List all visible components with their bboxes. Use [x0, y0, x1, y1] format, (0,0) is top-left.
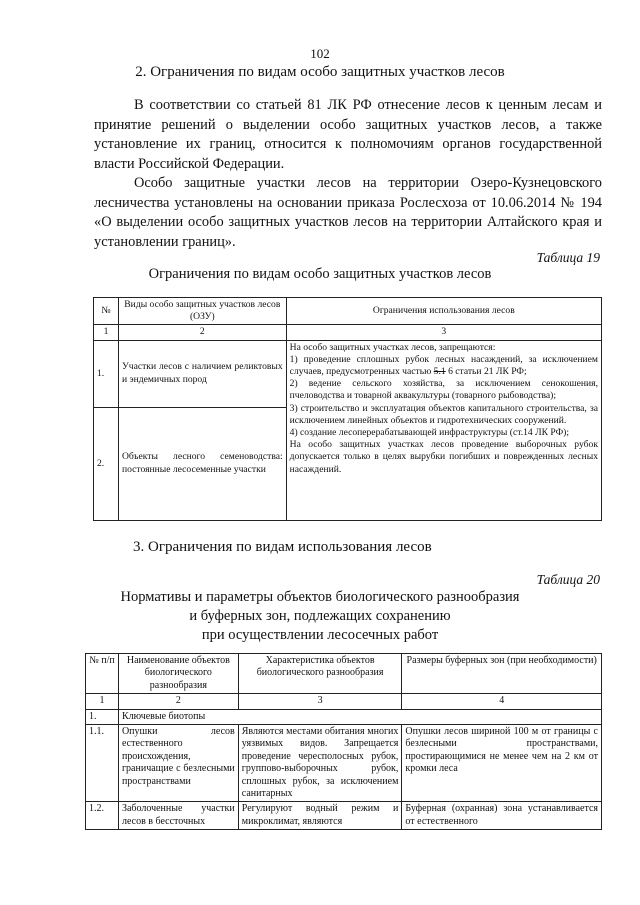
- table-row: [86, 694, 602, 709]
- table-20: [85, 653, 602, 830]
- table-row: [94, 340, 602, 407]
- table-20-caption: Таблица 20: [536, 572, 600, 587]
- table-19-title: Ограничения по видам особо защитных участков лесов: [148, 266, 492, 282]
- group-label: Ключевые биотопы: [118, 709, 601, 724]
- restrictions-cell: [286, 340, 601, 520]
- object-characteristic: Регулируют водный режим и микроклимат, являются: [238, 802, 402, 830]
- table-row: [86, 654, 602, 694]
- column-number: 2: [118, 325, 286, 340]
- restriction-item-3: 3) строительство и эксплуатация объектов капитального строительства, за исключением линейных объектов и гидротехнических сооружений.: [289, 402, 598, 426]
- ozu-type: Участки лесов с наличием реликтовых и эндемичных пород: [118, 340, 286, 407]
- row-number: 1.1.: [86, 725, 119, 802]
- table-row: [94, 325, 602, 340]
- row-number: 1.: [94, 340, 119, 407]
- column-number: 3: [286, 325, 601, 340]
- buffer-zone-size: Буферная (охранная) зона устанавливается от естественного: [402, 802, 602, 830]
- table-row: [86, 709, 602, 724]
- table-20-title: [0, 588, 640, 645]
- object-name: Заболоченные участки лесов в бессточных: [118, 802, 238, 830]
- object-name: Опушки лесов естественного происхождения, граничащие с безлесными пространствами: [118, 725, 238, 802]
- table-20-title-line: и буферных зон, подлежащих сохранению: [189, 608, 451, 624]
- table-19-caption: Таблица 19: [536, 250, 600, 265]
- header-cell: Размеры буферных зон (при необходимости): [402, 654, 602, 694]
- row-number: 1.2.: [86, 802, 119, 830]
- header-cell: Виды особо защитных участков лесов (ОЗУ): [118, 298, 286, 325]
- page-number: 102: [310, 46, 330, 61]
- header-cell: Характеристика объектов биологического разнообразия: [238, 654, 402, 694]
- header-cell: Ограничения использования лесов: [286, 298, 601, 325]
- paragraph-legal-basis: В соответствии со статьей 81 ЛК РФ отнесение лесов к ценным лесам и принятие решений о выделении особо защитных участков лесов, а также установление их границ, относится к полномочиям органов государственной власти Российской Федерации.: [94, 97, 602, 172]
- table-20-title-line: Нормативы и параметры объектов биологического разнообразия: [120, 589, 520, 605]
- restriction-item-1: 1) проведение сплошных рубок лесных насаждений, за исключением случаев, предусмотренных частью 5.1 6 статьи 21 ЛК РФ;: [289, 353, 598, 378]
- header-cell: Наименование объектов биологического разнообразия: [118, 654, 238, 694]
- section-3-heading: 3. Ограничения по видам использования лесов: [133, 539, 432, 555]
- table-row: [86, 802, 602, 830]
- table-row: [94, 298, 602, 325]
- table-20-title-line: при осуществлении лесосечных работ: [201, 627, 439, 643]
- restriction-item-4: 4) создание лесоперерабатывающей инфраструктуры (ст.14 ЛК РФ);: [289, 427, 570, 439]
- table-19: [93, 297, 602, 521]
- group-number: 1.: [86, 709, 119, 724]
- restriction-item-2: 2) ведение сельского хозяйства, за исключением сенокошения, пчеловодства и товарной аквакультуры (товарного рыбоводства);: [289, 378, 598, 402]
- column-number: 4: [402, 694, 602, 709]
- column-number: 3: [238, 694, 402, 709]
- section-2-heading: 2. Ограничения по видам особо защитных участков лесов: [135, 64, 505, 80]
- object-characteristic: Являются местами обитания многих уязвимых видов. Запрещается проведение чересполосных рубок, группово-выборочных рубок, сплошных рубок, за исключением санитарных: [238, 725, 402, 802]
- restrictions-intro: На особо защитных участках лесов, запрещаются:: [289, 341, 496, 353]
- struck-text: 5.1: [433, 366, 446, 378]
- paragraph-order-reference: Особо защитные участки лесов на территории Озеро-Кузнецовского лесничества установлены на основании приказа Рослесхоза от 10.06.2014 № 194 «О выделении особо защитных участков лесов на территории Алтайского края и установлении границ».: [94, 175, 602, 250]
- column-number: 1: [94, 325, 119, 340]
- section-2-body: [94, 96, 602, 252]
- column-number: 2: [118, 694, 238, 709]
- ozu-type: Объекты лесного семеноводства: постоянные лесосеменные участки: [118, 407, 286, 520]
- header-cell: № п/п: [86, 654, 119, 694]
- header-cell: №: [94, 298, 119, 325]
- buffer-zone-size: Опушки лесов шириной 100 м от границы с безлесными пространствами, простирающимися не менее чем на 2 км от кромки леса: [402, 725, 602, 802]
- table-row: [86, 725, 602, 802]
- selective-felling-note: На особо защитных участках лесов проведение выборочных рубок допускается только в целях вырубки погибших и поврежденных лесных насаждений.: [289, 439, 598, 475]
- column-number: 1: [86, 694, 119, 709]
- row-number: 2.: [94, 407, 119, 520]
